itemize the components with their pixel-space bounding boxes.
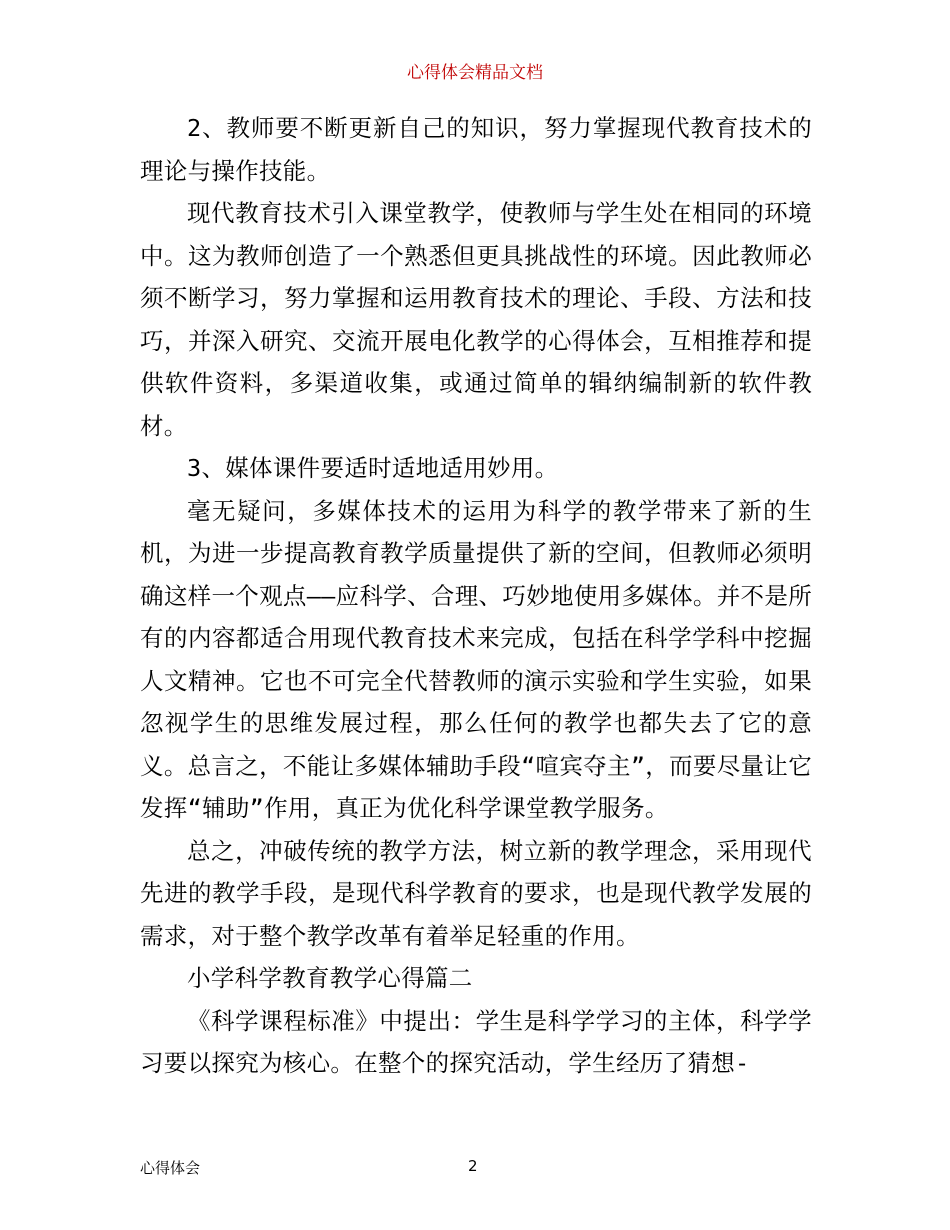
paragraph: 3、媒体课件要适时适地适用妙用。 <box>187 454 559 482</box>
body-text <box>140 107 812 1085</box>
paragraph: 毫无疑问，多媒体技术的运用为科学的教学带来了新的生机，为进一步提高教育教学质量提供了新的空间，但教师必须明确这样一个观点——应科学、合理、巧妙地使用多媒体。并不是所有的内容都适合用现代教育技术来完成，包括在科学学科中挖掘人文精神。它也不可完全代替教师的演示实验和学生实验，如果忽视学生的思维发展过程，那么任何的教学也都失去了它的意义。总言之，不能让多媒体辅助手段“喧宾夺主”，而要尽量让它发挥“辅助”作用，真正为优化科学课堂教学服务。 <box>140 496 812 822</box>
paragraph: 《科学课程标准》中提出：学生是科学学习的主体，科学学习要以探究为核心。在整个的探究活动，学生经历了猜想- <box>140 1006 812 1077</box>
header-title: 心得体会精品文档 <box>407 63 543 83</box>
paragraph: 2、教师要不断更新自己的知识，努力掌握现代教育技术的理论与操作技能。 <box>140 114 812 185</box>
paragraph: 现代教育技术引入课堂教学，使教师与学生处在相同的环境中。这为教师创造了一个熟悉但更具挑战性的环境。因此教师必须不断学习，努力掌握和运用教育技术的理论、手段、方法和技巧，并深入研究、交流开展电化教学的心得体会，互相推荐和提供软件资料，多渠道收集，或通过简单的辑纳编制新的软件教材。 <box>140 199 812 440</box>
paragraph: 总之，冲破传统的教学方法，树立新的教学理念，采用现代先进的教学手段，是现代科学教育的要求，也是现代教学发展的需求，对于整个教学改革有着举足轻重的作用。 <box>140 836 812 950</box>
section-heading: 小学科学教育教学心得篇二 <box>187 964 473 992</box>
footer-label: 心得体会 <box>140 1159 201 1177</box>
page-number: 2 <box>468 1157 478 1175</box>
